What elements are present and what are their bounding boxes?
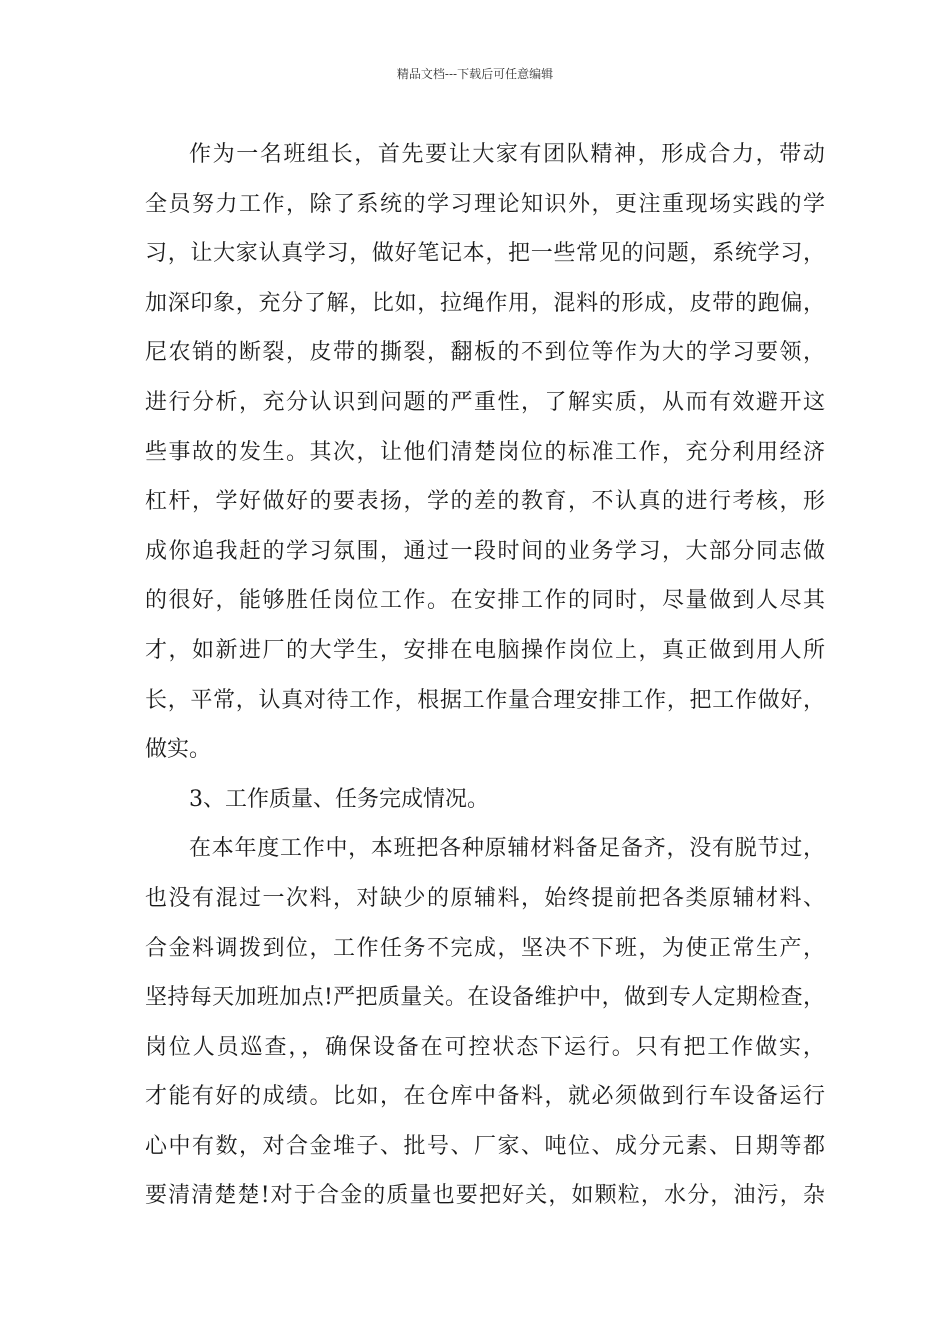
text-line: 的很好，能够胜任岗位工作。在安排工作的同时，尽量做到人尽其 (145, 588, 827, 614)
text-line: 长，平常，认真对待工作，根据工作量合理安排工作，把工作做好， (145, 687, 826, 713)
text-line: 才能有好的成绩。比如，在仓库中备料，就必须做到行车设备运行 (145, 1084, 827, 1110)
text-line: 作为一名班组长，首先要让大家有团队精神，形成合力，带动 (189, 142, 827, 167)
body-text (145, 130, 825, 1221)
page-header: 精品文档---下载后可任意编辑 (396, 67, 554, 81)
text-line: 做实。 (145, 737, 212, 763)
text-line: 合金料调拨到位，工作任务不完成，坚决不下班，为使正常生产， (145, 935, 827, 961)
text-line: 尼农销的断裂，皮带的撕裂，翻板的不到位等作为大的学习要领， (145, 340, 827, 366)
text-line: 在本年度工作中，本班把各种原辅材料备足备齐，没有脱节过， (189, 836, 826, 862)
text-line: 成你追我赶的学习氛围，通过一段时间的业务学习，大部分同志做 (145, 538, 827, 564)
text-line: 习，让大家认真学习，做好笔记本，把一些常见的问题，系统学习， (145, 241, 826, 267)
text-line: 加深印象，充分了解，比如，拉绳作用，混料的形成，皮带的跑偏， (145, 290, 826, 316)
text-line: 坚持每天加班加点!严把质量关。在设备维护中，做到专人定期检查， (145, 985, 826, 1011)
text-line: 3、工作质量、任务完成情况。 (189, 786, 489, 812)
text-line: 杠杆，学好做好的要表扬，学的差的教育，不认真的进行考核，形 (145, 489, 827, 515)
text-line: 进行分析，充分认识到问题的严重性，了解实质，从而有效避开这 (145, 389, 827, 415)
text-line: 些事故的发生。其次，让他们清楚岗位的标准工作，充分利用经济 (145, 439, 827, 465)
text-line: 也没有混过一次料，对缺少的原辅料，始终提前把各类原辅材料、 (145, 885, 827, 911)
text-line: 要清清楚楚!对于合金的质量也要把好关，如颗粒，水分，油污，杂 (145, 1183, 827, 1209)
text-line: 岗位人员巡查，，确保设备在可控状态下运行。只有把工作做实， (145, 1034, 827, 1060)
text-line: 全员努力工作，除了系统的学习理论知识外，更注重现场实践的学 (145, 191, 827, 217)
text-line: 才，如新进厂的大学生，安排在电脑操作岗位上，真正做到用人所 (145, 637, 827, 663)
text-line: 心中有数，对合金堆子、批号、厂家、吨位、成分元素、日期等都 (145, 1133, 827, 1159)
